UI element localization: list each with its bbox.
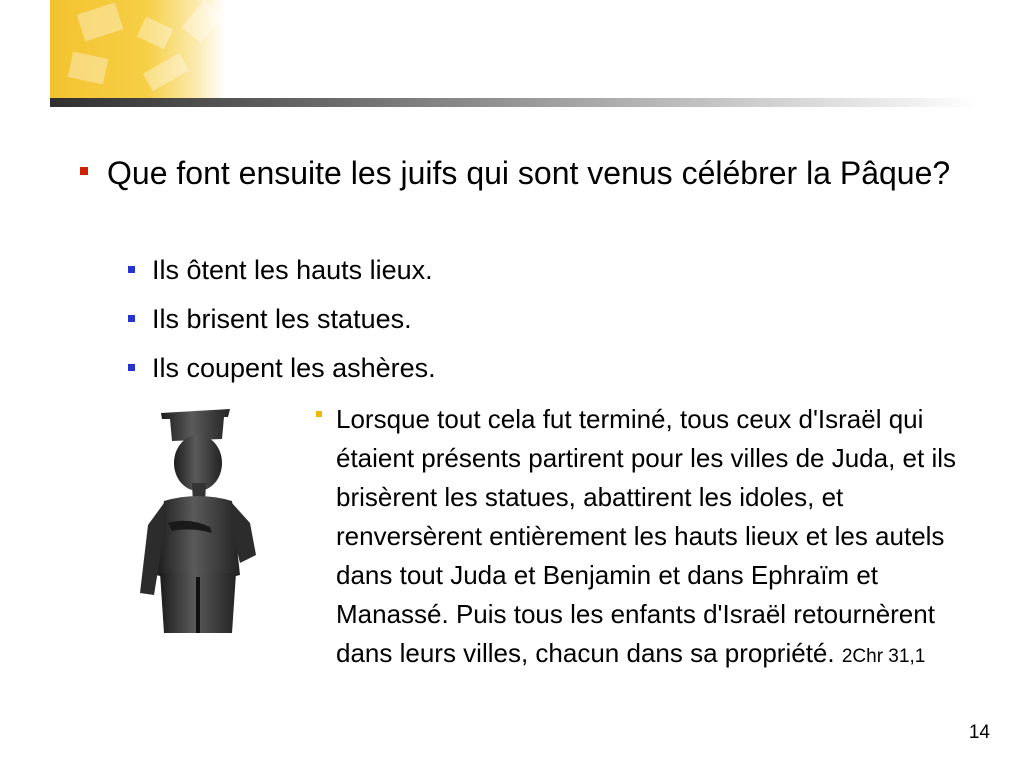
sub-bullet-text: Ils ôtent les hauts lieux. bbox=[152, 255, 433, 285]
quote-text-block bbox=[336, 400, 996, 676]
main-bullet bbox=[80, 152, 970, 194]
bible-reference: 2Chr 31,1 bbox=[841, 646, 926, 667]
blue-square-bullet-icon bbox=[128, 266, 135, 273]
sub-bullet-text: Ils coupent les ashères. bbox=[152, 353, 436, 383]
main-bullet-text: Que font ensuite les juifs qui sont venus célébrer la Pâque? bbox=[107, 155, 951, 191]
quote-bullet bbox=[316, 400, 996, 676]
statue-figure-image bbox=[128, 405, 268, 633]
quote-text: Lorsque tout cela fut terminé, tous ceux d'Israël qui étaient présents partirent pour les villes de Juda, et ils brisèrent les statues, abattirent les idoles, et renversèrent entièrement les hauts lieux et les autels dans tout Juda et Benjamin et dans Ephraïm et Manassé. Puis tous les enfants d'Israël retournèrent dans leurs villes, chacun dans sa propriété. bbox=[336, 404, 957, 668]
sub-bullet-text: Ils brisent les statues. bbox=[152, 304, 412, 334]
page-number: 14 bbox=[968, 722, 990, 743]
blue-square-bullet-icon bbox=[128, 315, 135, 322]
red-square-bullet-icon bbox=[80, 167, 88, 175]
sub-bullet bbox=[128, 352, 728, 384]
header-decoration bbox=[50, 0, 225, 103]
yellow-square-bullet-icon bbox=[316, 411, 322, 417]
sub-bullet bbox=[128, 303, 728, 335]
sub-bullet bbox=[128, 254, 728, 286]
blue-square-bullet-icon bbox=[128, 364, 135, 371]
header-bar bbox=[50, 98, 980, 107]
